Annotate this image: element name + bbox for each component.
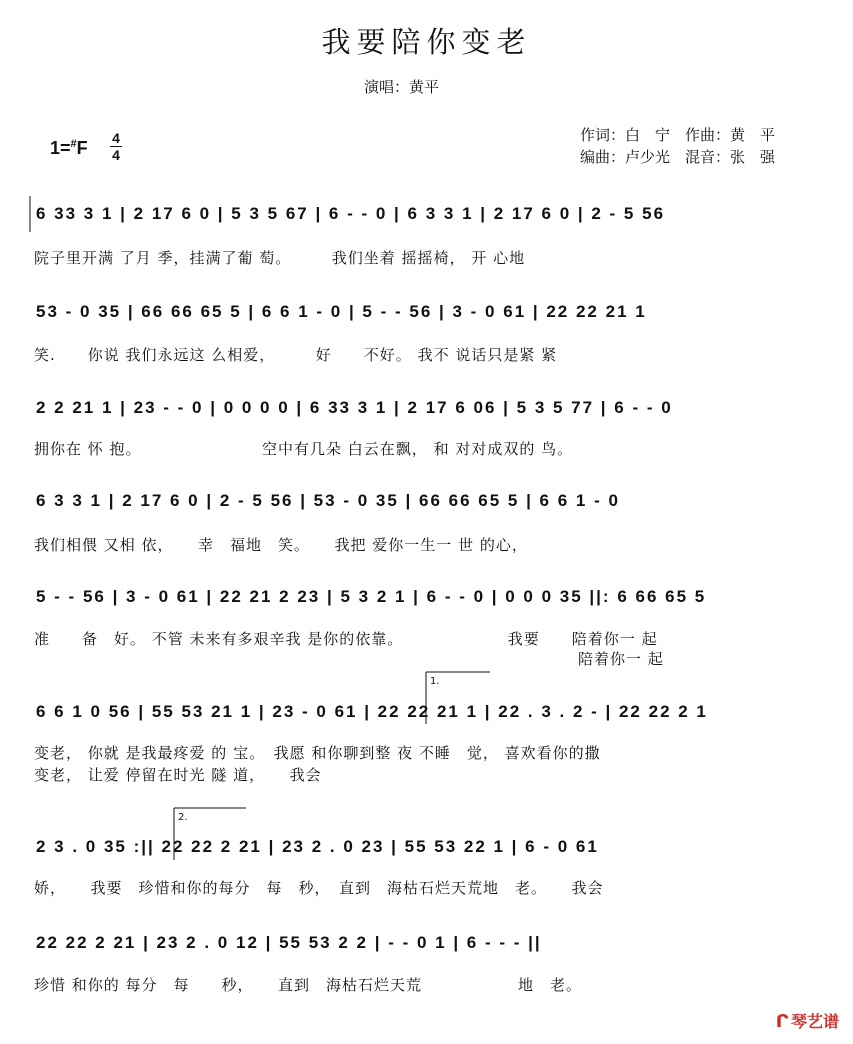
logo-mark-icon: ᒋ bbox=[775, 1011, 789, 1032]
lyric-row-1: 院子里开满 了月 季，挂满了葡 萄。 我们坐着 摇摇椅， 开 心地 bbox=[34, 249, 526, 267]
logo-text: 琴艺谱 bbox=[790, 1012, 839, 1031]
credits-line-2: 编曲：卢少光 混音：张 强 bbox=[580, 148, 776, 166]
lyric-row-6b: 变老， 让爱 停留在时光 隧 道， 我会 bbox=[34, 766, 322, 784]
lyric-row-2: 笑. 你说 我们永远这 么相爱， 好 不好。 我不 说话只是紧 紧 bbox=[34, 346, 558, 364]
notation-row-5: 5 - - 56 | 3 - 0 61 | 22 21 2 23 | 5 3 2 1 | 6 - - 0 | 0 0 0 35 ||: 6 66 65 5 bbox=[36, 587, 707, 606]
sharp-sign: # bbox=[70, 138, 77, 150]
singer-credit: 演唱：黄平 bbox=[364, 78, 440, 96]
lyric-row-3: 拥你在 怀 抱。 空中有几朵 白云在飘， 和 对对成双的 鸟。 bbox=[34, 440, 574, 458]
lyric-row-5b: 陪着你一 起 bbox=[34, 650, 664, 668]
time-signature-top: 4 bbox=[112, 130, 120, 146]
notation-row-4: 6 3 3 1 | 2 17 6 0 | 2 - 5 56 | 53 - 0 35 | 66 66 65 5 | 6 6 1 - 0 bbox=[36, 491, 620, 510]
notation-row-1: 6 33 3 1 | 2 17 6 0 | 5 3 5 67 | 6 - - 0 | 6 3 3 1 | 2 17 6 0 | 2 - 5 56 bbox=[36, 204, 666, 223]
volta-2-label: 2. bbox=[178, 812, 188, 823]
notation-row-2: 53 - 0 35 | 66 66 65 5 | 6 6 1 - 0 | 5 - - 56 | 3 - 0 61 | 22 22 21 1 bbox=[36, 302, 647, 321]
notation-row-7: 2 3 . 0 35 :|| 22 22 2 21 | 23 2 . 0 23 | 55 53 22 1 | 6 - 0 61 bbox=[36, 837, 599, 856]
time-signature bbox=[110, 130, 122, 163]
site-logo bbox=[776, 1009, 839, 1032]
lyric-row-5a: 准 备 好。 不管 未来有多艰辛我 是你的依靠。 我要 陪着你一 起 bbox=[34, 630, 658, 648]
notation-row-3: 2 2 21 1 | 23 - - 0 | 0 0 0 0 | 6 33 3 1 | 2 17 6 06 | 5 3 5 77 | 6 - - 0 bbox=[36, 398, 673, 417]
time-signature-bottom: 4 bbox=[112, 147, 120, 163]
song-title: 我要陪你变老 bbox=[321, 25, 532, 59]
lyric-row-7: 娇， 我要 珍惜和你的每分 每 秒， 直到 海枯石烂天荒地 老。 我会 bbox=[34, 879, 604, 897]
notation-row-8: 22 22 2 21 | 23 2 . 0 12 | 55 53 2 2 | - - 0 1 | 6 - - - || bbox=[36, 933, 542, 952]
credits-line-1: 作词：白 宁 作曲：黄 平 bbox=[580, 126, 776, 144]
lyric-row-8: 珍惜 和你的 每分 每 秒， 直到 海枯石烂天荒 地 老。 bbox=[34, 976, 583, 994]
lyric-row-6a: 变老， 你就 是我最疼爱 的 宝。 我愿 和你聊到整 夜 不睡 觉， 喜欢看你的撒 bbox=[34, 744, 601, 762]
volta-1-label: 1. bbox=[430, 676, 440, 687]
key-prefix: 1= bbox=[50, 138, 71, 158]
key-signature bbox=[50, 138, 88, 159]
lyric-row-4: 我们相偎 又相 依， 幸 福地 笑。 我把 爱你一生一 世 的心， bbox=[34, 536, 528, 554]
notation-row-6: 6 6 1 0 56 | 55 53 21 1 | 23 - 0 61 | 22 22 21 1 | 22 . 3 . 2 - | 22 22 2 1 bbox=[36, 702, 708, 721]
key-note: F bbox=[76, 138, 88, 158]
